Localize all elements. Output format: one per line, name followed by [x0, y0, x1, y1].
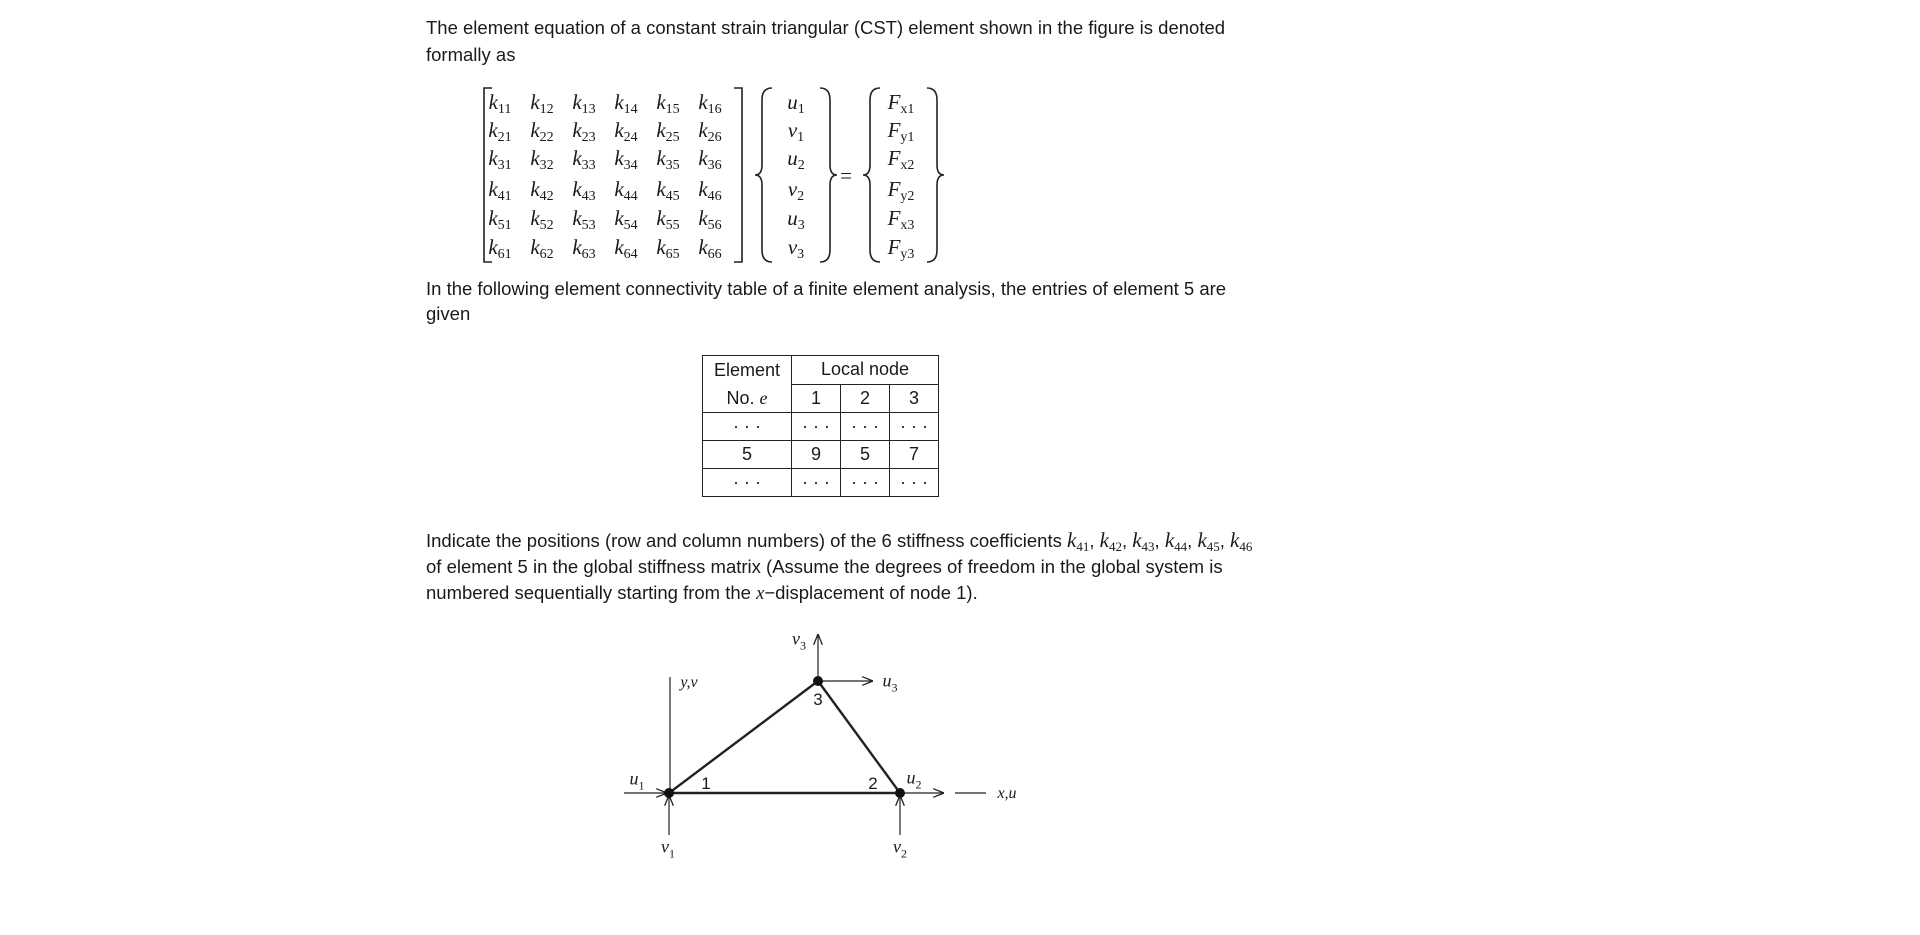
- force-Fx3: $F_{x3}$: [887, 206, 915, 233]
- node-label-1: 1: [701, 774, 711, 793]
- x-axis-label: x,u: [997, 785, 1017, 802]
- stiffness-coefficient-k12: $k_{12}$: [530, 90, 554, 117]
- stiffness-coefficient-k43: $k_{43}$: [572, 177, 596, 204]
- stiffness-coefficient-k14: $k_{14}$: [614, 90, 638, 117]
- intro-line-2: formally as: [426, 44, 516, 65]
- stiffness-coefficient-k21: $k_{21}$: [488, 118, 512, 145]
- stiffness-coefficient-k56: $k_{56}$: [698, 206, 722, 233]
- local-node-3: 3: [890, 384, 939, 413]
- connectivity-intro-line-1: In the following element connectivity table of a finite element analysis, the entries of element 5 are: [426, 278, 1227, 299]
- question-line-2: of element 5 in the global stiffness matrix (Assume the degrees of freedom in the global system is: [426, 556, 1223, 577]
- stiffness-coefficient-k22: $k_{22}$: [530, 118, 554, 145]
- stiffness-coefficient-k34: $k_{34}$: [614, 146, 638, 173]
- local-node-1: 1: [792, 384, 841, 413]
- header-e-symbol: e: [759, 387, 768, 408]
- table-cell: · · ·: [841, 413, 890, 441]
- force-Fy3: $F_{y3}$: [887, 235, 915, 262]
- stiffness-coefficient-k16: $k_{16}$: [698, 90, 722, 117]
- stiffness-coefficient-k15: $k_{15}$: [656, 90, 680, 117]
- stiffness-coefficient-k13: $k_{13}$: [572, 90, 596, 117]
- table-cell: 7: [890, 441, 939, 469]
- displacement-u2: $u_2$: [787, 146, 805, 173]
- coefficient-list: $k_{41}$, $k_{42}$, $k_{43}$, $k_{44}$, $k_{45}$, $k_{46}$: [1067, 528, 1253, 554]
- u2-label: $u_2$: [906, 767, 922, 792]
- header-local-node: Local node: [792, 356, 939, 385]
- displacement-v2: $v_2$: [787, 177, 805, 204]
- stiffness-coefficient-k46: $k_{46}$: [698, 177, 722, 204]
- table-cell: · · ·: [890, 469, 939, 497]
- force-Fx2: $F_{x2}$: [887, 146, 915, 173]
- stiffness-coefficient-k25: $k_{25}$: [656, 118, 680, 145]
- v2-label: $v_2$: [893, 836, 907, 861]
- stiffness-coefficient-k24: $k_{24}$: [614, 118, 638, 145]
- force-Fx1: $F_{x1}$: [887, 90, 915, 117]
- coefficient-k44: $k_{44}$: [1164, 528, 1188, 554]
- stiffness-coefficient-k61: $k_{61}$: [488, 235, 512, 262]
- table-cell: · · ·: [703, 469, 792, 497]
- v1-label: $v_1$: [661, 836, 675, 861]
- stiffness-coefficient-k31: $k_{31}$: [488, 146, 512, 173]
- u1-label: $u_1$: [629, 768, 645, 793]
- displacement-v1: $v_1$: [787, 118, 805, 145]
- stiffness-coefficient-k55: $k_{55}$: [656, 206, 680, 233]
- question-line-3-end: −displacement of node 1).: [764, 582, 978, 603]
- stiffness-coefficient-k45: $k_{45}$: [656, 177, 680, 204]
- stiffness-coefficient-k65: $k_{65}$: [656, 235, 680, 262]
- table-cell: 5: [703, 441, 792, 469]
- y-axis-label: y,v: [680, 674, 698, 691]
- node-2: [895, 788, 905, 798]
- header-element: Element: [703, 356, 792, 385]
- stiffness-coefficient-k35: $k_{35}$: [656, 146, 680, 173]
- stiffness-coefficient-k51: $k_{51}$: [488, 206, 512, 233]
- header-no-label: No.: [726, 387, 760, 408]
- table-cell: 5: [841, 441, 890, 469]
- stiffness-coefficient-k54: $k_{54}$: [614, 206, 638, 233]
- stiffness-coefficient-k44: $k_{44}$: [614, 177, 638, 204]
- coefficient-k46: $k_{46}$: [1230, 528, 1253, 554]
- equals-sign: =: [840, 163, 852, 188]
- stiffness-coefficient-k23: $k_{23}$: [572, 118, 596, 145]
- table-cell: · · ·: [792, 413, 841, 441]
- coefficient-k42: $k_{42}$: [1099, 528, 1122, 554]
- v3-label: $v_3$: [792, 628, 806, 653]
- coefficient-k43: $k_{43}$: [1132, 528, 1155, 554]
- node-1: [664, 788, 674, 798]
- force-Fy1: $F_{y1}$: [887, 118, 915, 145]
- question-line-3-text: numbered sequentially starting from the: [426, 582, 757, 603]
- coefficient-k45: $k_{45}$: [1197, 528, 1220, 554]
- stiffness-coefficient-k26: $k_{26}$: [698, 118, 722, 145]
- stiffness-coefficient-k64: $k_{64}$: [614, 235, 638, 262]
- stiffness-coefficient-k42: $k_{42}$: [530, 177, 554, 204]
- table-cell: 9: [792, 441, 841, 469]
- node-label-2: 2: [868, 774, 878, 793]
- table-cell: · · ·: [841, 469, 890, 497]
- node-label-3: 3: [813, 690, 823, 709]
- coefficient-k41: $k_{41}$: [1067, 528, 1090, 554]
- u3-label: $u_3$: [882, 670, 898, 695]
- stiffness-coefficient-k11: $k_{11}$: [488, 90, 512, 117]
- stiffness-coefficient-k53: $k_{53}$: [572, 206, 596, 233]
- node-3: [813, 676, 823, 686]
- stiffness-coefficient-k63: $k_{63}$: [572, 235, 596, 262]
- stiffness-coefficient-k52: $k_{52}$: [530, 206, 554, 233]
- displacement-u3: $u_3$: [787, 206, 805, 233]
- displacement-u1: $u_1$: [787, 90, 805, 117]
- stiffness-coefficient-k36: $k_{36}$: [698, 146, 722, 173]
- stiffness-coefficient-k66: $k_{66}$: [698, 235, 722, 262]
- table-cell: · · ·: [703, 413, 792, 441]
- connectivity-intro-line-2: given: [426, 303, 471, 324]
- stiffness-coefficient-k62: $k_{62}$: [530, 235, 554, 262]
- force-Fy2: $F_{y2}$: [887, 177, 915, 204]
- question-line-1-text: Indicate the positions (row and column numbers) of the 6 stiffness coefficients: [426, 530, 1067, 551]
- table-cell: · · ·: [890, 413, 939, 441]
- stiffness-coefficient-k33: $k_{33}$: [572, 146, 596, 173]
- table-cell: · · ·: [792, 469, 841, 497]
- local-node-2: 2: [841, 384, 890, 413]
- displacement-v3: $v_3$: [787, 235, 805, 262]
- intro-line-1: The element equation of a constant strain triangular (CST) element shown in the figure is denoted: [426, 17, 1226, 38]
- x-variable: x: [756, 584, 765, 604]
- stiffness-coefficient-k41: $k_{41}$: [488, 177, 512, 204]
- stiffness-coefficient-k32: $k_{32}$: [530, 146, 554, 173]
